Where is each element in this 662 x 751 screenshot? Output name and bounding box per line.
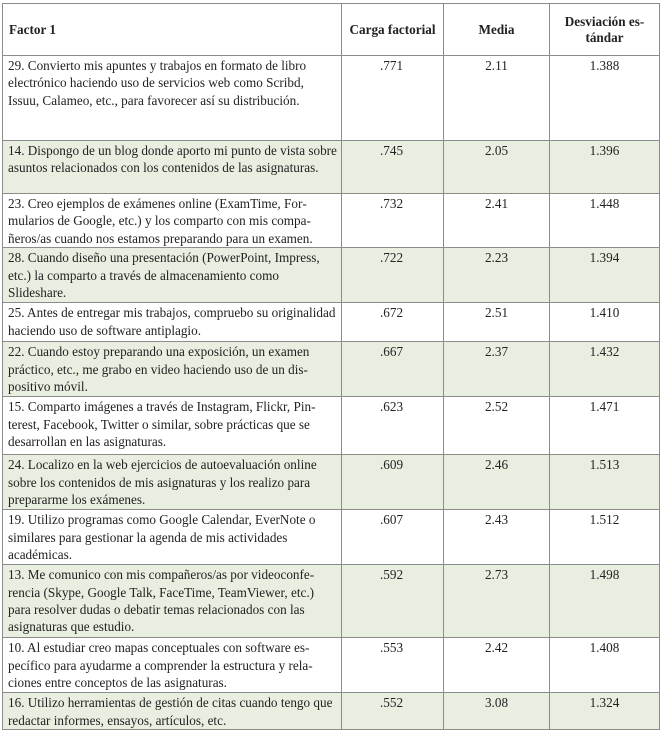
item-sd: 1.512 xyxy=(550,510,660,565)
item-statement: 14. Dispongo de un blog donde aporto mi punto de vista sobre asuntos relacionados con los contenidos de las asignaturas. xyxy=(3,141,342,194)
item-loading: .609 xyxy=(342,455,444,510)
item-loading: .667 xyxy=(342,342,444,397)
item-sd: 1.388 xyxy=(550,56,660,141)
header-mean: Media xyxy=(444,4,550,56)
item-loading: .553 xyxy=(342,638,444,693)
item-loading: .771 xyxy=(342,56,444,141)
item-loading: .722 xyxy=(342,248,444,303)
table-row xyxy=(3,510,660,565)
table-row xyxy=(3,638,660,693)
item-sd: 1.408 xyxy=(550,638,660,693)
item-mean: 2.73 xyxy=(444,565,550,638)
item-mean: 2.11 xyxy=(444,56,550,141)
item-mean: 2.52 xyxy=(444,397,550,455)
item-statement: 16. Utilizo herramientas de gestión de citas cuando tengo que redactar informes, ensayos, artículos, etc. xyxy=(3,693,342,730)
table-row xyxy=(3,141,660,194)
item-statement: 22. Cuando estoy preparando una exposición, un examen práctico, etc., me grabo en video haciendo uso de un dispositivo móvil. xyxy=(3,342,342,397)
table-row xyxy=(3,342,660,397)
item-loading: .552 xyxy=(342,693,444,730)
item-statement: 19. Utilizo programas como Google Calendar, EverNote o similares para gestionar la agenda de mis actividades académicas. xyxy=(3,510,342,565)
item-sd: 1.498 xyxy=(550,565,660,638)
header-sd: Desviación estándar xyxy=(550,4,660,56)
item-mean: 3.08 xyxy=(444,693,550,730)
item-sd: 1.324 xyxy=(550,693,660,730)
item-loading: .745 xyxy=(342,141,444,194)
table-row xyxy=(3,194,660,248)
item-loading: .623 xyxy=(342,397,444,455)
item-loading: .672 xyxy=(342,303,444,342)
table-row xyxy=(3,303,660,342)
item-loading: .592 xyxy=(342,565,444,638)
item-mean: 2.42 xyxy=(444,638,550,693)
table-row xyxy=(3,693,660,730)
header-factor: Factor 1 xyxy=(3,4,342,56)
factor-table xyxy=(2,3,660,730)
item-mean: 2.46 xyxy=(444,455,550,510)
item-statement: 25. Antes de entregar mis trabajos, compruebo su originalidad haciendo uso de software antiplagio. xyxy=(3,303,342,342)
item-statement: 10. Al estudiar creo mapas conceptuales con software específico para ayudarme a comprender la estructura y relaciones entre conceptos de las asignaturas. xyxy=(3,638,342,693)
item-loading: .607 xyxy=(342,510,444,565)
item-sd: 1.410 xyxy=(550,303,660,342)
item-mean: 2.37 xyxy=(444,342,550,397)
table-row xyxy=(3,455,660,510)
item-mean: 2.23 xyxy=(444,248,550,303)
header-loading: Carga factorial xyxy=(342,4,444,56)
item-sd: 1.513 xyxy=(550,455,660,510)
item-mean: 2.05 xyxy=(444,141,550,194)
item-loading: .732 xyxy=(342,194,444,248)
table-row xyxy=(3,565,660,638)
table-row xyxy=(3,397,660,455)
item-statement: 28. Cuando diseño una presentación (PowerPoint, Impress, etc.) la comparto a través de almacenamiento como Slideshare. xyxy=(3,248,342,303)
table-row xyxy=(3,56,660,141)
item-statement: 29. Convierto mis apuntes y trabajos en formato de libro electrónico haciendo uso de servicios web como Scribd, Issuu, Calameo, etc., para favorecer así su distribución. xyxy=(3,56,342,141)
item-sd: 1.448 xyxy=(550,194,660,248)
table-row xyxy=(3,248,660,303)
item-statement: 13. Me comunico con mis compañeros/as por videoconferencia (Skype, Google Talk, FaceTime, TeamViewer, etc.) para resolver dudas o debatir temas relacionados con las asignaturas que estudio. xyxy=(3,565,342,638)
item-statement: 23. Creo ejemplos de exámenes online (ExamTime, Formularios de Google, etc.) y los comparto con mis compañeros/as cuando nos estamos preparando para un examen. xyxy=(3,194,342,248)
item-sd: 1.394 xyxy=(550,248,660,303)
header-row xyxy=(3,4,660,56)
item-mean: 2.41 xyxy=(444,194,550,248)
item-sd: 1.471 xyxy=(550,397,660,455)
item-sd: 1.396 xyxy=(550,141,660,194)
item-statement: 24. Localizo en la web ejercicios de autoevaluación online sobre los contenidos de mis asignaturas y los realizo para prepararme los exámenes. xyxy=(3,455,342,510)
item-statement: 15. Comparto imágenes a través de Instagram, Flickr, Pinterest, Facebook, Twitter o similar, sobre prácticas que se desarrollan en las asignaturas. xyxy=(3,397,342,455)
item-sd: 1.432 xyxy=(550,342,660,397)
item-mean: 2.43 xyxy=(444,510,550,565)
item-mean: 2.51 xyxy=(444,303,550,342)
